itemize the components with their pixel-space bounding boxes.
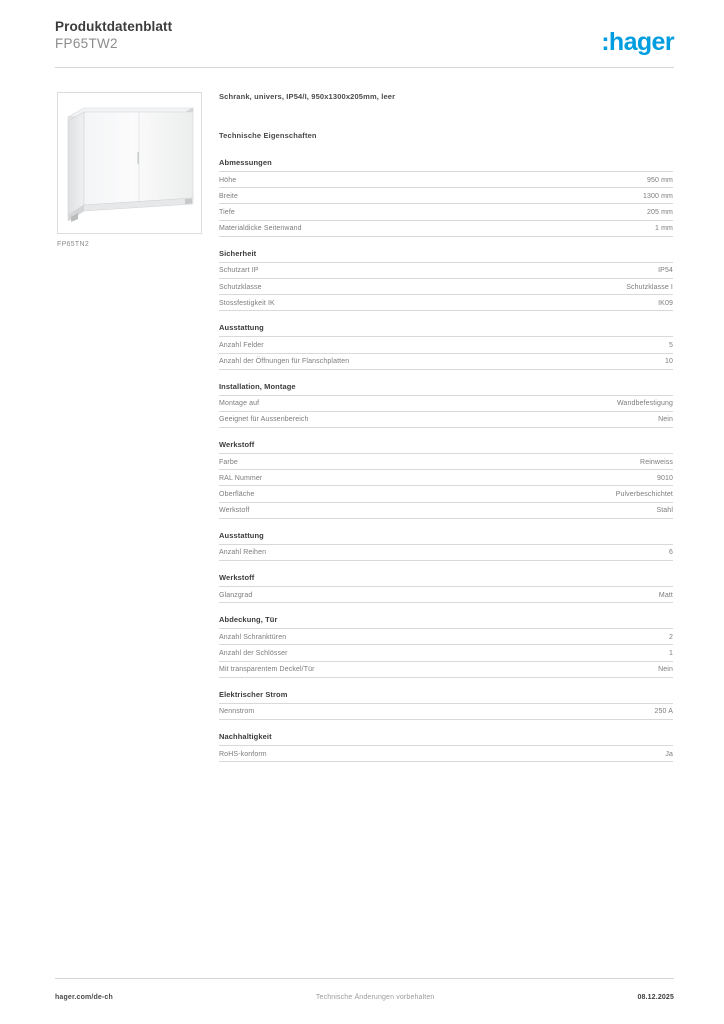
enclosure-cabinet-icon — [65, 105, 196, 223]
spec-group-title: Sicherheit — [219, 248, 257, 258]
spec-row — [219, 485, 673, 501]
spec-group-title: Ausstattung — [219, 323, 264, 333]
spec-group — [219, 322, 673, 369]
spec-row — [219, 586, 673, 603]
spec-row — [219, 220, 673, 237]
spec-value: 950 mm — [646, 176, 673, 184]
spec-row — [219, 703, 673, 720]
spec-value: 205 mm — [646, 208, 673, 216]
spec-row — [219, 336, 673, 352]
spec-label: Materialdicke Seitenwand — [219, 225, 302, 233]
spec-label: Oberfläche — [219, 491, 255, 499]
footer-disclaimer: Technische Änderungen vorbehalten — [315, 994, 435, 1001]
spec-group — [219, 439, 673, 519]
spec-row — [219, 294, 673, 311]
spec-group — [219, 381, 673, 428]
page-footer — [55, 994, 674, 1001]
spec-label: Montage auf — [219, 400, 260, 408]
footer-divider — [55, 978, 674, 979]
spec-group — [219, 731, 673, 762]
product-figure — [57, 92, 202, 248]
spec-group-title: Nachhaltigkeit — [219, 731, 272, 741]
spec-label: Anzahl Schranktüren — [219, 633, 287, 641]
spec-group-title: Elektrischer Strom — [219, 689, 288, 699]
spec-row — [219, 203, 673, 219]
spec-value: IP54 — [658, 267, 673, 275]
spec-label: Glanzgrad — [219, 591, 253, 599]
spec-label: Anzahl Reihen — [219, 549, 267, 557]
spec-value: Pulverbeschichtet — [615, 491, 673, 499]
technical-properties-heading: Technische Eigenschaften — [219, 131, 317, 140]
spec-label: Höhe — [219, 176, 237, 184]
hager-logo: :hager — [601, 28, 674, 56]
spec-group — [219, 572, 673, 603]
spec-value: Nein — [658, 666, 673, 674]
spec-row — [219, 395, 673, 411]
spec-label: Anzahl Felder — [219, 341, 264, 349]
spec-value: Reinweiss — [640, 458, 673, 466]
product-reference: FP65TW2 — [55, 36, 118, 51]
spec-row — [219, 187, 673, 203]
spec-row — [219, 353, 673, 370]
spec-value: Matt — [658, 591, 673, 599]
spec-row — [219, 745, 673, 762]
spec-row — [219, 502, 673, 519]
spec-label: Mit transparentem Deckel/Tür — [219, 666, 315, 674]
spec-label: Schutzklasse — [219, 283, 262, 291]
spec-value: Wandbefestigung — [616, 400, 673, 408]
spec-row — [219, 278, 673, 294]
spec-value: 9010 — [656, 474, 673, 482]
spec-label: Breite — [219, 192, 239, 200]
spec-group-title: Ausstattung — [219, 530, 264, 540]
spec-row — [219, 453, 673, 469]
spec-value: 1 — [668, 649, 673, 657]
product-description: Schrank, univers, IP54/I, 950x1300x205mm, leer — [219, 92, 396, 101]
spec-groups — [219, 157, 673, 762]
spec-group-title: Werkstoff — [219, 440, 255, 450]
spec-value: 1300 mm — [642, 192, 673, 200]
spec-value: 6 — [668, 549, 673, 557]
footer-date: 08.12.2025 — [637, 994, 674, 1001]
spec-label: Geeignet für Aussenbereich — [219, 416, 309, 424]
spec-row — [219, 262, 673, 278]
page-header — [55, 18, 674, 64]
spec-label: Anzahl der Schlösser — [219, 649, 288, 657]
spec-value: 250 A — [654, 708, 673, 716]
spec-label: Anzahl der Öffnungen für Flanschplatten — [219, 358, 350, 366]
spec-row — [219, 171, 673, 187]
product-image-frame — [57, 92, 202, 234]
spec-row — [219, 644, 673, 660]
spec-row — [219, 544, 673, 561]
spec-row — [219, 628, 673, 644]
spec-group — [219, 614, 673, 678]
spec-value: 10 — [664, 358, 673, 366]
spec-value: IK09 — [658, 299, 673, 307]
spec-value: 1 mm — [655, 225, 673, 233]
spec-group-title: Installation, Montage — [219, 381, 296, 391]
header-divider — [55, 67, 674, 68]
spec-value: 2 — [668, 633, 673, 641]
spec-value: Nein — [658, 416, 673, 424]
spec-label: Farbe — [219, 458, 238, 466]
spec-value: Ja — [665, 750, 673, 758]
spec-row — [219, 411, 673, 428]
spec-value: 5 — [668, 341, 673, 349]
page-title: Produktdatenblatt — [55, 19, 173, 34]
spec-label: Werkstoff — [219, 507, 250, 515]
spec-group-title: Abmessungen — [219, 158, 272, 167]
spec-group-title: Werkstoff — [219, 573, 255, 582]
spec-row — [219, 661, 673, 678]
spec-label: Schutzart IP — [219, 267, 259, 275]
spec-label: Nennstrom — [219, 708, 255, 716]
spec-group-title: Abdeckung, Tür — [219, 615, 278, 625]
specifications-column — [219, 92, 673, 773]
spec-group — [219, 157, 673, 237]
spec-label: RAL Nummer — [219, 474, 263, 482]
spec-label: Stossfestigkeit IK — [219, 299, 275, 307]
spec-value: Stahl — [656, 507, 673, 515]
spec-value: Schutzklasse I — [626, 283, 673, 291]
spec-label: Tiefe — [219, 208, 235, 216]
spec-label: RoHS-konform — [219, 750, 267, 758]
spec-row — [219, 469, 673, 485]
spec-group — [219, 530, 673, 561]
footer-website-link[interactable]: hager.com/de-ch — [55, 994, 113, 1001]
spec-group — [219, 689, 673, 720]
spec-group — [219, 248, 673, 312]
product-image-caption: FP65TN2 — [57, 241, 90, 248]
